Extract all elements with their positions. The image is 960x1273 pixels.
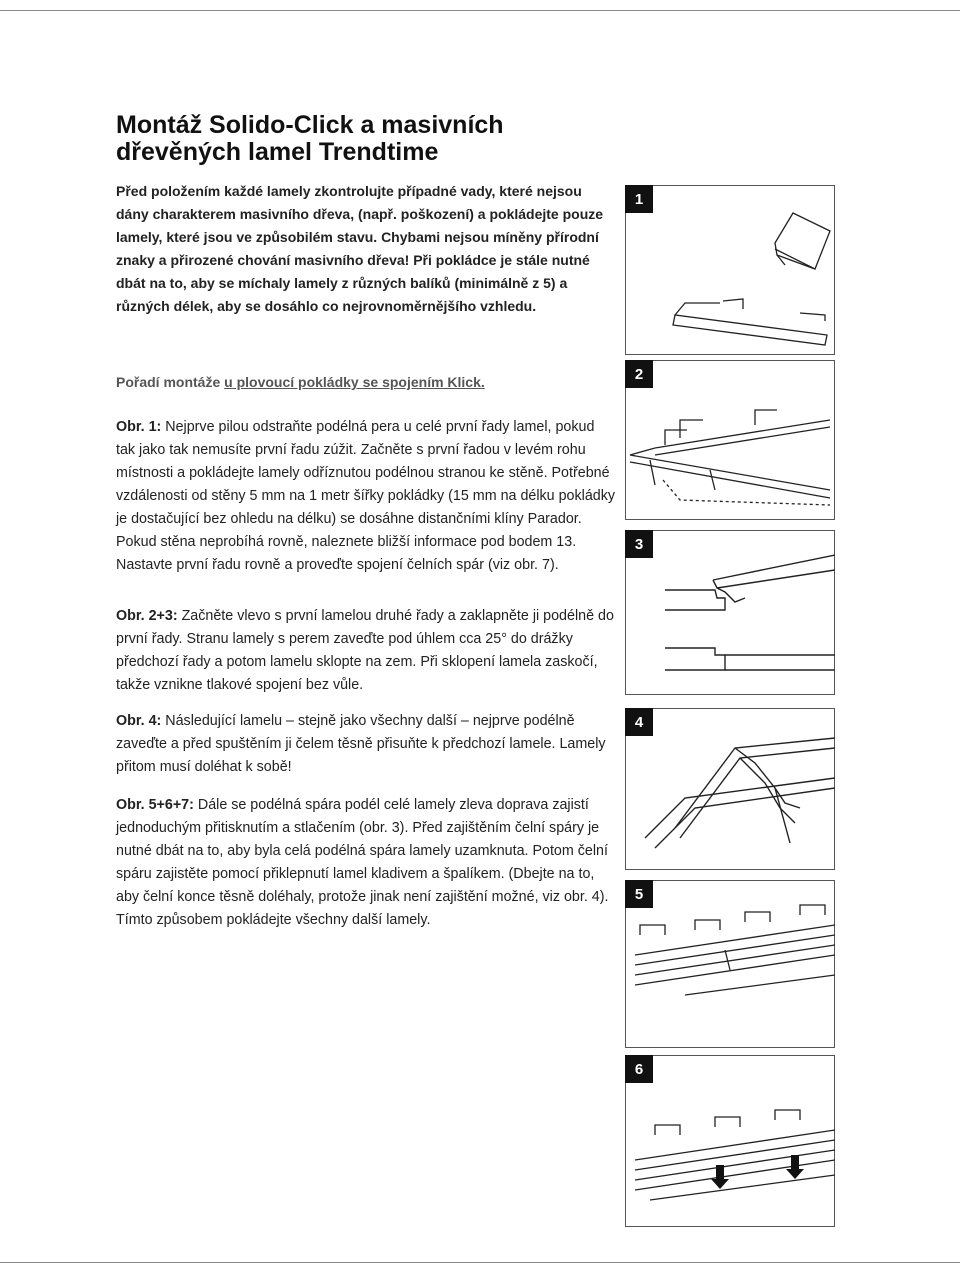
title-line-2: dřevěných lamel Trendtime <box>116 138 439 166</box>
figure-number-badge: 4 <box>625 708 653 736</box>
paragraph-fig5-6-7 <box>116 794 616 932</box>
figure-5-illustration <box>625 880 835 1048</box>
title-line-1: Montáž Solido-Click a masivních <box>116 111 504 139</box>
figure-number-badge: 2 <box>625 360 653 388</box>
paragraph-text: Následující lamelu – stejně jako všechny další – nejprve podélně zaveďte a před spuštěním ji čelem těsně přisuňte k předchozí lamele. Lamely přitom musí doléhat k sobě! <box>116 713 606 775</box>
figure-4 <box>625 708 835 870</box>
figure-6 <box>625 1055 835 1227</box>
paragraph-label: Obr. 5+6+7: <box>116 797 194 813</box>
page-title <box>116 112 676 166</box>
figure-4-illustration <box>625 708 835 870</box>
paragraph-text: Nejprve pilou odstraňte podélná pera u celé první řady lamel, pokud tak jako tak nemusíte první řadu zúžit. Začněte s první řadou v levém rohu místnosti a pokládejte lamely odříznutou podélnou stranou ke stěně. Potřebné vzdálenosti od stěny 5 mm na 1 metr šířky pokládky (15 mm na délku pokládky je dostačující bez ohledu na délku) se dosáhne distančními klíny Parador. Pokud stěna neprobíhá rovně, naleznete bližší informace pod bodem 13. Nastavte první řadu rovně a proveďte spojení čelních spár (viz obr. 7). <box>116 419 616 573</box>
paragraph-label: Obr. 1: <box>116 419 162 435</box>
figure-2-illustration <box>625 360 835 520</box>
paragraph-text: Dále se podélná spára podél celé lamely zleva doprava zajistí jednoduchým přitisknutím a stlačením (obr. 3). Před zajištěním čelní spáry je nutné dbát na to, aby byla celá podélná spára lamely uzamknuta. Potom čelní spáru zajistěte pomocí přiklepnutí lamel kladivem a špalíkem. (Dbejte na to, aby čelní konce těsně doléhaly, protože jinak není zajištění možné, viz obr. 4). Tímto způsobem pokládejte všechny další lamely. <box>116 797 609 928</box>
figure-number-badge: 5 <box>625 880 653 908</box>
figure-2 <box>625 360 835 520</box>
assembly-order-prefix: Pořadí montáže <box>116 374 225 390</box>
assembly-order-link: u plovoucí pokládky se spojením Klick. <box>224 374 485 390</box>
page-border-bottom <box>0 1262 960 1263</box>
figure-5 <box>625 880 835 1048</box>
figure-number-badge: 6 <box>625 1055 653 1083</box>
figure-number-badge: 1 <box>625 185 653 213</box>
intro-paragraph: Před položením každé lamely zkontrolujte případné vady, které nejsou dány charakterem masivního dřeva, (např. poškození) a pokládejte pouze lamely, které jsou ve způsobilém stavu. Chybami nejsou míněny přírodní znaky a přirozené chování masivního dřeva! Při pokládce je stále nutné dbát na to, aby se míchaly lamely z různých balíků (minimálně z 5) a různých délek, aby se dosáhlo co nejrovnoměrnějšího vzhledu. <box>116 183 604 314</box>
paragraph-text: Začněte vlevo s první lamelou druhé řady a zaklapněte ji podélně do první řady. Stranu lamely s perem zaveďte pod úhlem cca 25° do drážky předchozí řady a potom lamelu sklopte na zem. Při sklopení lamela zaskočí, takže vznikne tlakové spojení bez vůle. <box>116 608 614 693</box>
figure-3-illustration <box>625 530 835 695</box>
assembly-order-heading <box>116 372 485 392</box>
paragraph-label: Obr. 4: <box>116 713 162 729</box>
paragraph-fig2-3 <box>116 605 616 697</box>
paragraph-label: Obr. 2+3: <box>116 608 178 624</box>
figure-6-illustration <box>625 1055 835 1227</box>
figure-3 <box>625 530 835 695</box>
figure-1-illustration <box>625 185 835 355</box>
paragraph-fig4 <box>116 710 616 779</box>
figure-1 <box>625 185 835 355</box>
figure-number-badge: 3 <box>625 530 653 558</box>
paragraph-fig1 <box>116 416 616 577</box>
page-border-top <box>0 10 960 11</box>
